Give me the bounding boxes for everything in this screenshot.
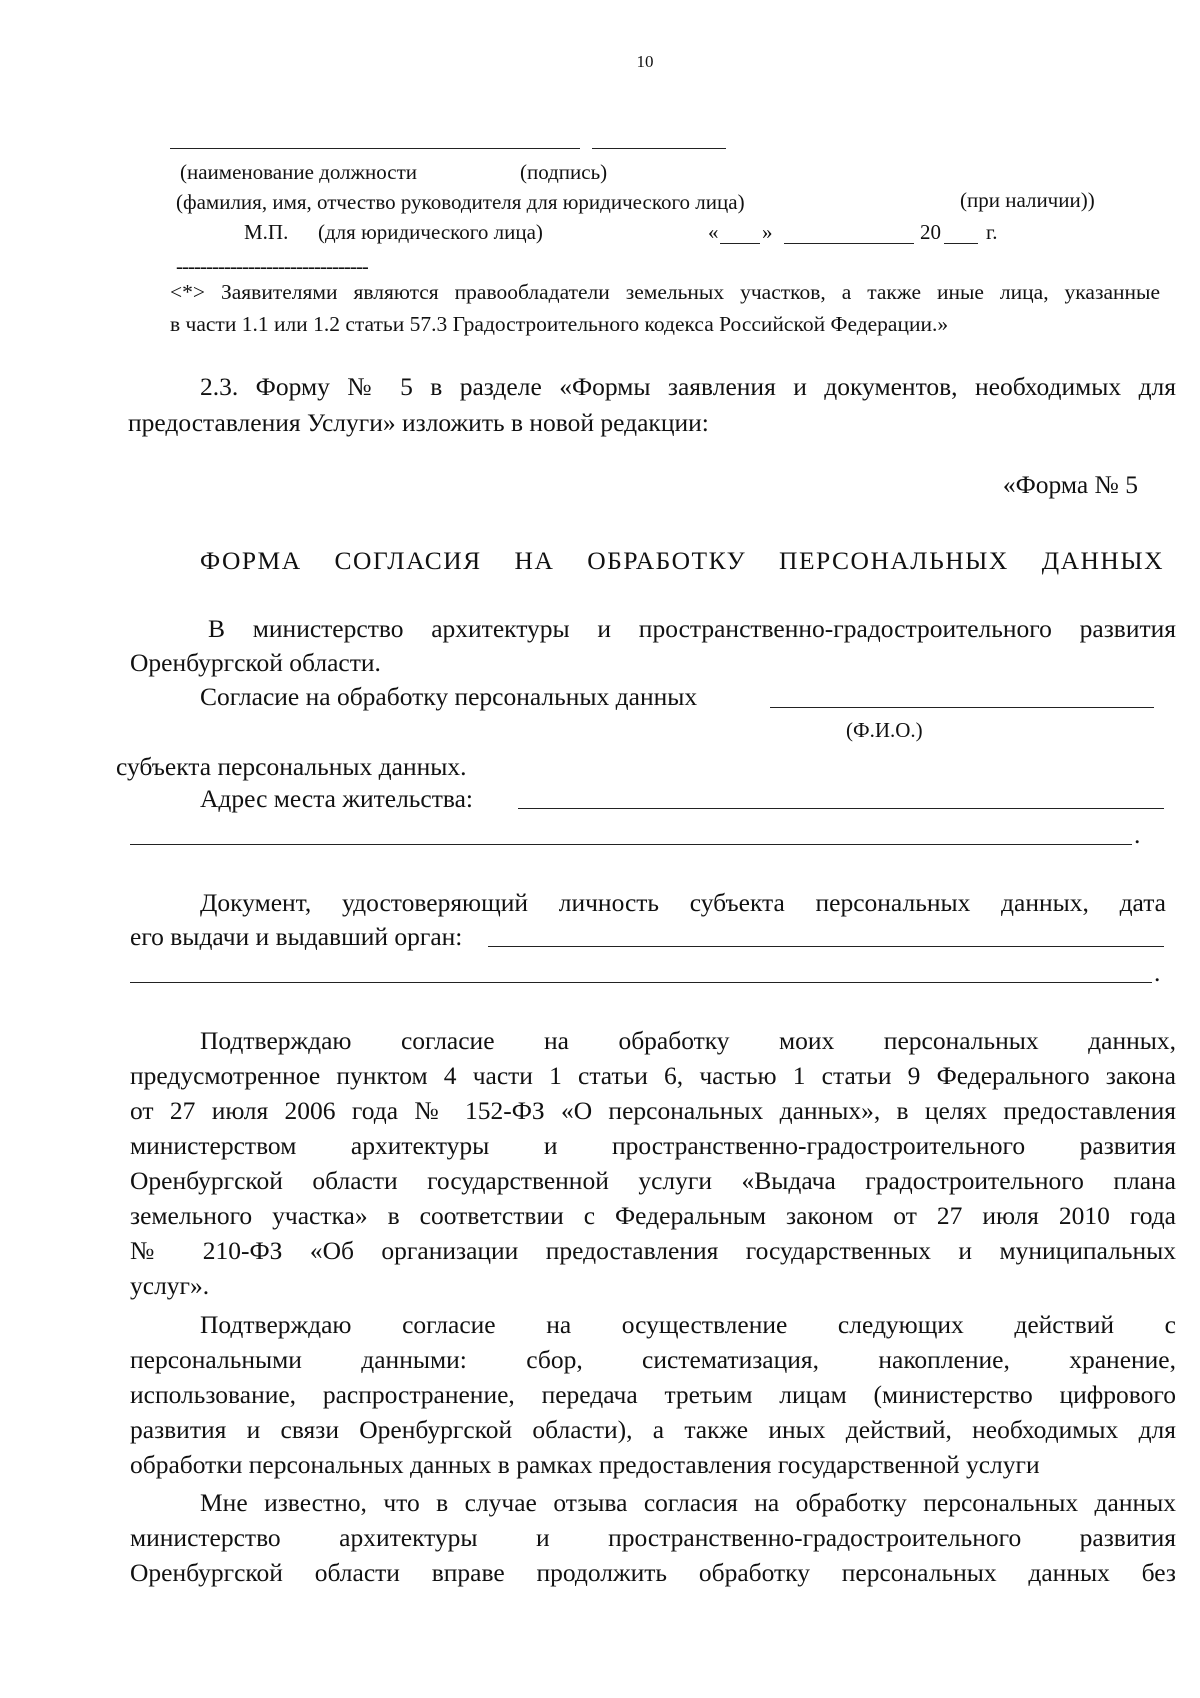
document-input-line-1[interactable] xyxy=(488,946,1164,947)
address-input-line-2[interactable] xyxy=(130,844,1132,845)
signature-line xyxy=(592,148,726,149)
footnote-line-2: в части 1.1 или 1.2 статьи 57.3 Градостроительного кодекса Российской Федерации.» xyxy=(170,312,949,336)
paragraph1-line: Оренбургской области государственной услуги «Выдача градостроительного плана xyxy=(130,1166,1176,1195)
date-year-suffix: г. xyxy=(986,220,998,244)
date-open-quote: « xyxy=(708,220,719,244)
if-any-label: (при наличии)) xyxy=(960,188,1095,212)
paragraph3-line: Мне известно, что в случае отзыва согласия на обработку персональных данных xyxy=(200,1488,1176,1517)
paragraph1-line: от 27 июля 2006 года № 152-ФЗ «О персональных данных», в целях предоставления xyxy=(130,1096,1176,1125)
date-close-quote: » xyxy=(762,220,773,244)
document-end-period: . xyxy=(1154,958,1161,987)
section-line-2: предоставления Услуги» изложить в новой редакции: xyxy=(128,408,709,437)
address-input-line-1[interactable] xyxy=(518,808,1164,809)
paragraph2-line: Подтверждаю согласие на осуществление следующих действий с xyxy=(200,1310,1176,1339)
paragraph3-line: Оренбургской области вправе продолжить обработку персональных данных без xyxy=(130,1558,1176,1587)
section-line-1: 2.3. Форму № 5 в разделе «Формы заявления и документов, необходимых для xyxy=(200,372,1176,401)
footnote-line-1: <*> Заявителями являются правообладатели земельных участков, а также иные лица, указанные xyxy=(170,280,1160,304)
date-year-prefix: 20 xyxy=(920,220,941,244)
address-field-label: Адрес места жительства: xyxy=(200,784,473,813)
date-day-line xyxy=(720,243,760,244)
form-label: «Форма № 5 xyxy=(1002,470,1138,499)
fio-caption: (Ф.И.О.) xyxy=(846,718,923,742)
address-end-period: . xyxy=(1134,820,1141,849)
addressee-line-1: В министерство архитектуры и пространственно-градостроительного развития xyxy=(208,614,1176,643)
paragraph3-line: министерство архитектуры и пространственно-градостроительного развития xyxy=(130,1523,1176,1552)
document-field-label: его выдачи и выдавший орган: xyxy=(130,922,463,951)
paragraph1-line: услуг». xyxy=(130,1271,210,1300)
paragraph2-line: использование, распространение, передача третьим лицам (министерство цифрового xyxy=(130,1380,1176,1409)
paragraph2-line: обработки персональных данных в рамках предоставления государственной услуги xyxy=(130,1450,1040,1479)
paragraph1-line: Подтверждаю согласие на обработку моих персональных данных, xyxy=(200,1026,1176,1055)
paragraph1-line: № 210-ФЗ «Об организации предоставления государственных и муниципальных xyxy=(130,1236,1176,1265)
consent-field-label: Согласие на обработку персональных данных xyxy=(200,682,698,711)
paragraph2-line: персональными данными: сбор, систематизация, накопление, хранение, xyxy=(130,1345,1176,1374)
subject-label: субъекта персональных данных. xyxy=(116,752,467,781)
fio-input-line[interactable] xyxy=(770,707,1154,708)
form-title: ФОРМА СОГЛАСИЯ НА ОБРАБОТКУ ПЕРСОНАЛЬНЫХ ДАННЫХ xyxy=(200,546,1164,575)
position-label: (наименование должности xyxy=(180,160,418,184)
paragraph1-line: земельного участка» в соответствии с Федеральным законом от 27 июля 2010 года xyxy=(130,1201,1176,1230)
stamp-label: М.П. xyxy=(244,220,289,244)
date-year-line xyxy=(944,243,978,244)
date-month-line xyxy=(784,243,914,244)
name-label: (фамилия, имя, отчество руководителя для юридического лица) xyxy=(176,190,745,214)
footnote-separator: -------------------------------- xyxy=(176,254,368,278)
paragraph1-line: министерством архитектуры и пространственно-градостроительного развития xyxy=(130,1131,1176,1160)
paragraph1-line: предусмотренное пунктом 4 части 1 статьи 6, частью 1 статьи 9 Федерального закона xyxy=(130,1061,1176,1090)
signature-label: (подпись) xyxy=(520,160,608,184)
position-signature-line xyxy=(170,148,580,149)
page-number: 10 xyxy=(636,52,654,71)
addressee-line-2: Оренбургской области. xyxy=(130,648,381,677)
document-field-line-1: Документ, удостоверяющий личность субъекта персональных данных, дата xyxy=(200,888,1166,917)
document-input-line-2[interactable] xyxy=(130,982,1152,983)
paragraph2-line: развития и связи Оренбургской области), а также иных действий, необходимых для xyxy=(130,1415,1176,1444)
stamp-note: (для юридического лица) xyxy=(318,220,543,244)
